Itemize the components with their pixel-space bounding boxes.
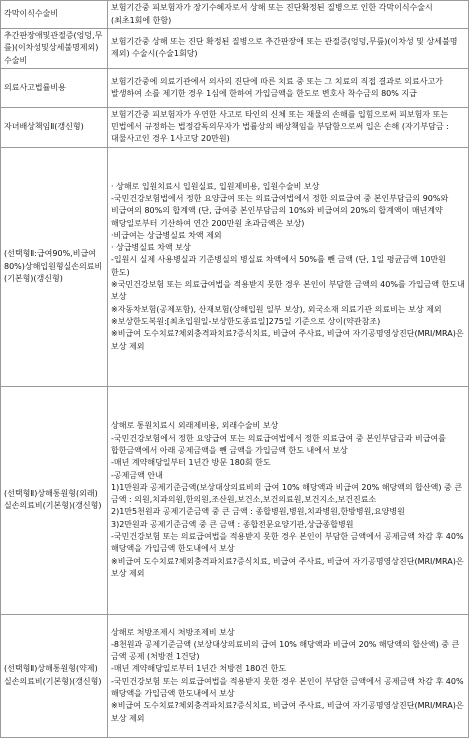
coverage-name-cell: 자녀배상책임Ⅱ(갱신형) (1, 107, 108, 147)
description-line: 보험기간중 피보험자가 장기수혜자로서 상해 또는 진단확정된 질병으로 인한 각막이식수술시 (최초1회에 한함) (111, 3, 433, 25)
coverage-description-cell (108, 147, 469, 386)
description-line: ·비급여는 상급병실료 차액 제외 (111, 230, 222, 240)
coverage-name-cell: (선택형Ⅱ)상해통원형(약제)실손의료비(기본형)(갱신형) (1, 614, 108, 737)
description-line: 보험기간중에 의료기관에서 의사의 진단에 따른 치료 중 또는 그 치료의 직접 결과로 의료사고가 발생하여 소를 제기한 경우 1심에 한하여 가입금액을 한도로 변호사 착수금의 80% 지급 (111, 76, 443, 98)
coverage-row (1, 29, 469, 69)
coverage-description-cell (108, 386, 469, 614)
coverage-row (1, 386, 469, 614)
description-line: -매년 계약해당일부터 1년간 방문 180회 한도 (111, 458, 271, 468)
description-line: 3)2만원과 공제기준금액 중 큰 금액 : 종합전문요양기관,상급종합병원 (111, 519, 354, 529)
description-line: 상해로 처방조제시 처방조제비 보상 (111, 627, 235, 637)
description-line: -매년 계약해당일로부터 1년간 처방전 180건 한도 (111, 664, 287, 674)
description-line: -국민건강보험에서 정한 요양급여 또는 의료급여법에서 정한 의료급여 중 본인부담금과 비급여를 합한금액에서 아래 공제금액을 뺀 금액을 가입금액 한도 내에서 보상 (111, 433, 446, 455)
description-line: 상해로 통원치료시 외래제비용, 외래수술비 보상 (111, 421, 279, 431)
description-line: ※국민건강보험 또는 의료급여법을 적용받지 못한 경우 본인이 부담한 금액의 40%를 가입금액 한도내 보상 (111, 280, 465, 302)
coverage-rows (1, 1, 469, 738)
description-line: · 상급병실료 차액 보상 (111, 243, 191, 253)
coverage-description-cell (108, 107, 469, 147)
coverage-description-cell (108, 614, 469, 737)
coverage-row (1, 107, 469, 147)
description-line: ※비급여 도수치료?체외충격파치료?증식치료, 비급여 주사료, 비급여 자기공명영상진단(MRI/MRA)은 보상 제외 (111, 701, 464, 723)
coverage-row (1, 68, 469, 107)
description-line: · 상해로 입원치료시 입원실료, 입원제비용, 입원수술비 보상 (111, 181, 320, 191)
description-line: -국민건강보험 또는 의료급여법을 적용받지 못한 경우 본인이 부담한 금액에서 공제금액 차감 후 40% 해당액을 가입금액 한도내에서 보상 (111, 532, 464, 554)
description-line: -8천원과 공제기준금액 (보상대상의료비의 급여 10% 해당액과 비급여 20% 해당액의 합산액) 중 큰 금액 공제 (처방전 1건당) (111, 639, 460, 662)
coverage-name-cell: 각막이식수술비 (1, 1, 108, 29)
description-line: -공제금액 안내 (111, 470, 163, 480)
coverage-name-cell: 추간판장애및관절증(엉덩,무릎)(이차성및상세불명제외)수술비 (1, 29, 108, 69)
coverage-description-cell (108, 1, 469, 29)
description-line: -국민건강보험법에서 정한 요양급여 또는 의료급여법에서 정한 의료급여 중 본인부담금의 90%와 비급여의 80%의 합계액 (단, 급여중 본인부담금의 10%와 비급여의 20%의 합계액이 매년계약 해당일로부터 기산하여 연간 200만원 초과금액은 보상) (111, 194, 449, 228)
description-line: 2)1만5천원과 공제기준금액 중 큰 금액 : 종합병원,병원,치과병원,한방병원,요양병원 (111, 507, 405, 517)
description-line: -입원시 실제 사용병실과 기준병실의 병실료 차액에서 50%를 뺀 금액 (단, 1일 평균금액 10만원 한도) (111, 255, 446, 277)
coverage-row (1, 614, 469, 737)
coverage-row (1, 1, 469, 29)
coverage-description-cell (108, 29, 469, 69)
coverage-name-cell: (선택형Ⅱ:급여90%,비급여80%)상해입원형실손의료비(기본형)(갱신형) (1, 147, 108, 386)
coverage-name-cell: (선택형Ⅱ)상해통원형(외래)실손의료비(기본형)(갱신형) (1, 386, 108, 614)
coverage-description-cell (108, 68, 469, 107)
description-line: -국민건강보험 또는 의료급여법을 적용받지 못한 경우 본인이 부담한 금액에서 공제금액 차감 후 40% 해당액을 가입금액 한도내에서 보상 (111, 676, 464, 699)
coverage-name-cell: 의료사고법률비용 (1, 68, 108, 107)
description-line: ※보상한도복원:[최초입원일-보상한도종료일]275일 기준으로 상이(약관참조) (111, 316, 381, 326)
description-line: ※자동차보험(공제포함), 산재보험(상해입원 일부 보상), 외국소재 의료기관 의료비는 보상 제외 (111, 304, 442, 314)
description-line: ※비급여 도수치료?체외충격파치료?증식치료, 비급여 주사료, 비급여 자기공명영상진단(MRI/MRA)은 보상 제외 (111, 556, 464, 578)
description-line: ※비급여 도수치료?체외충격파치료?증식치료, 비급여 주사료, 비급여 자기공명영상진단(MRI/MRA)은 보상 제외 (111, 329, 464, 351)
description-line: 보험기간중 상해 또는 진단 확정된 질병으로 추간판장애 또는 관절증(엉덩,무릎)(이차성 및 상세불명 제외) 수술시(수술1회당) (111, 37, 458, 59)
coverage-row (1, 147, 469, 386)
description-line: 보험기간중 피보험자가 우연한 사고로 타인의 신체 또는 재물의 손해를 입힘으로써 피보험자 또는 민법에서 규정하는 법정감독의무자가 법률상의 배상책임을 부담함으로써 입은 손해 (자기부담금 : 대물사고인 경우 1사고당 20만원) (111, 109, 449, 144)
description-line: 1)1만원과 공제기준금액(보상대상의료비의 급여 10% 해당액과 비급여 20% 해당액의 합산액) 중 큰 금액 : 의원,치과의원,한의원,조산원,보건소,보건의료원,보건지소,보건진료소 (111, 482, 463, 505)
